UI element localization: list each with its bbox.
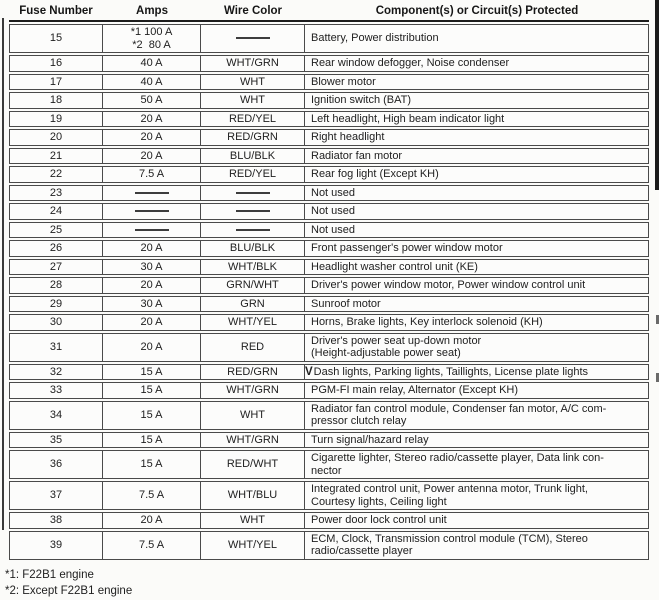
component-cell-line: Driver's power seat up-down motor xyxy=(311,334,482,347)
fuse-row xyxy=(9,55,649,72)
fuse-number-cell: 22 xyxy=(9,166,103,183)
component-cell: Rear fog light (Except KH) xyxy=(305,166,649,183)
header-row xyxy=(9,2,649,22)
fuse-row xyxy=(9,401,649,430)
amps-cell xyxy=(103,222,201,239)
wire-color-cell: WHT xyxy=(201,74,305,91)
fuse-number-cell: 18 xyxy=(9,92,103,109)
amps-cell: 20 A xyxy=(103,512,201,529)
footnotes xyxy=(5,567,659,599)
wire-color-cell: BLU/BLK xyxy=(201,240,305,257)
component-cell-line: nector xyxy=(311,464,342,477)
fuse-number-cell: 17 xyxy=(9,74,103,91)
fuse-number-cell: 21 xyxy=(9,148,103,165)
component-cell: Not used xyxy=(305,203,649,220)
fuse-row xyxy=(9,166,649,183)
component-cell-line: Courtesy lights, Ceiling light xyxy=(311,495,447,508)
component-cell xyxy=(305,481,649,510)
fuse-row xyxy=(9,240,649,257)
component-cell: Power door lock control unit xyxy=(305,512,649,529)
amps-cell: 20 A xyxy=(103,314,201,331)
wire-color-cell: WHT xyxy=(201,512,305,529)
fuse-number-cell: 30 xyxy=(9,314,103,331)
wire-color-cell xyxy=(201,222,305,239)
col-header-amps: Amps xyxy=(103,2,201,22)
fuse-number-cell: 35 xyxy=(9,432,103,449)
amps-cell: 20 A xyxy=(103,240,201,257)
amps-cell: 30 A xyxy=(103,296,201,313)
fuse-number-cell: 33 xyxy=(9,382,103,399)
component-cell: Blower motor xyxy=(305,74,649,91)
wire-color-cell: GRN xyxy=(201,296,305,313)
wire-color-cell: GRN/WHT xyxy=(201,277,305,294)
component-cell: Front passenger's power window motor xyxy=(305,240,649,257)
fuse-table-body xyxy=(9,24,649,560)
component-cell: Not used xyxy=(305,222,649,239)
fuse-number-cell: 31 xyxy=(9,333,103,362)
amps-cell: 40 A xyxy=(103,74,201,91)
fuse-row xyxy=(9,148,649,165)
fuse-row xyxy=(9,185,649,202)
fuse-number-cell: 20 xyxy=(9,129,103,146)
amps-cell: 30 A xyxy=(103,259,201,276)
wire-color-cell: BLU/BLK xyxy=(201,148,305,165)
amps-cell: 7.5 A xyxy=(103,481,201,510)
footnote-1: *1: F22B1 engine xyxy=(5,568,94,581)
component-cell xyxy=(305,531,649,560)
fuse-number-cell: 29 xyxy=(9,296,103,313)
wire-color-cell: RED/YEL xyxy=(201,111,305,128)
fuse-number-cell: 27 xyxy=(9,259,103,276)
fuse-number-cell: 39 xyxy=(9,531,103,560)
fuse-row xyxy=(9,296,649,313)
dash-line xyxy=(236,37,270,39)
fuse-number-cell: 34 xyxy=(9,401,103,430)
fuse-row xyxy=(9,259,649,276)
amps-cell xyxy=(103,24,201,53)
wire-color-cell: WHT/YEL xyxy=(201,314,305,331)
fuse-row xyxy=(9,432,649,449)
component-cell: Driver's power window motor, Power window control unit xyxy=(305,277,649,294)
component-cell: Radiator fan motor xyxy=(305,148,649,165)
wire-color-cell: WHT xyxy=(201,401,305,430)
component-cell: Turn signal/hazard relay xyxy=(305,432,649,449)
amps-cell: 20 A xyxy=(103,333,201,362)
wire-color-cell xyxy=(201,185,305,202)
fuse-row xyxy=(9,333,649,362)
component-cell: Rear window defogger, Noise condenser xyxy=(305,55,649,72)
dash-line xyxy=(135,210,169,212)
fuse-number-cell: 26 xyxy=(9,240,103,257)
component-cell: Headlight washer control unit (KE) xyxy=(305,259,649,276)
dash-line xyxy=(135,229,169,231)
fuse-row xyxy=(9,203,649,220)
fuse-number-cell: 16 xyxy=(9,55,103,72)
fuse-row xyxy=(9,277,649,294)
component-cell xyxy=(305,333,649,362)
fuse-number-cell: 37 xyxy=(9,481,103,510)
wire-color-cell: WHT/GRN xyxy=(201,432,305,449)
fuse-row xyxy=(9,24,649,53)
wire-color-cell: RED/GRN xyxy=(201,129,305,146)
amps-cell-line: *2 80 A xyxy=(132,38,171,51)
component-cell: Not used xyxy=(305,185,649,202)
fuse-number-cell: 24 xyxy=(9,203,103,220)
fuse-row xyxy=(9,481,649,510)
fuse-row xyxy=(9,382,649,399)
fuse-row xyxy=(9,531,649,560)
amps-cell: 15 A xyxy=(103,450,201,479)
dash-line xyxy=(236,192,270,194)
fuse-number-cell: 19 xyxy=(9,111,103,128)
dash-line xyxy=(135,192,169,194)
amps-cell: 20 A xyxy=(103,148,201,165)
wire-color-cell: WHT/GRN xyxy=(201,55,305,72)
component-cell-line: Radiator fan control module, Condenser fan motor, A/C com- xyxy=(311,402,607,415)
amps-cell: 20 A xyxy=(103,111,201,128)
component-cell-line: pressor clutch relay xyxy=(311,415,407,427)
fuse-number-cell: 38 xyxy=(9,512,103,529)
fuse-number-cell: 23 xyxy=(9,185,103,202)
amps-cell: 15 A xyxy=(103,382,201,399)
fuse-row xyxy=(9,450,649,479)
fuse-row xyxy=(9,74,649,91)
amps-cell: 50 A xyxy=(103,92,201,109)
wire-color-cell xyxy=(201,24,305,53)
component-cell-line: (Height-adjustable power seat) xyxy=(311,347,461,359)
component-cell: Horns, Brake lights, Key interlock solenoid (KH) xyxy=(305,314,649,331)
component-cell: Right headlight xyxy=(305,129,649,146)
wire-color-cell: WHT/GRN xyxy=(201,382,305,399)
table-outer-left-border xyxy=(2,18,4,530)
component-cell-line: Integrated control unit, Power antenna motor, Trunk light, xyxy=(311,483,588,495)
component-cell-line: Cigarette lighter, Stereo radio/cassette player, Data link con- xyxy=(311,452,604,464)
wire-color-cell xyxy=(201,203,305,220)
component-cell: VDash lights, Parking lights, Taillights, License plate lights xyxy=(305,364,649,381)
amps-cell: 15 A xyxy=(103,432,201,449)
amps-cell: 20 A xyxy=(103,277,201,294)
amps-cell: 7.5 A xyxy=(103,166,201,183)
amps-cell-line: *1 100 A xyxy=(130,26,173,38)
dash-line xyxy=(236,210,270,212)
amps-cell xyxy=(103,203,201,220)
amps-cell: 15 A xyxy=(103,401,201,430)
fuse-row xyxy=(9,364,649,381)
fuse-number-cell: 15 xyxy=(9,24,103,53)
fuse-row xyxy=(9,111,649,128)
col-header-component: Component(s) or Circuit(s) Protected xyxy=(305,2,649,22)
component-cell: Left headlight, High beam indicator light xyxy=(305,111,649,128)
fuse-number-cell: 28 xyxy=(9,277,103,294)
wire-color-cell: RED/GRN xyxy=(201,364,305,381)
fuse-row xyxy=(9,512,649,529)
fuse-number-cell: 32 xyxy=(9,364,103,381)
col-header-fuse-number: Fuse Number xyxy=(9,2,103,22)
wire-color-cell: WHT xyxy=(201,92,305,109)
component-cell: PGM-FI main relay, Alternator (Except KH) xyxy=(305,382,649,399)
component-cell-line: radio/cassette player xyxy=(311,545,413,557)
fuse-row xyxy=(9,222,649,239)
fuse-number-cell: 36 xyxy=(9,450,103,479)
component-cell xyxy=(305,450,649,479)
wire-color-cell: WHT/YEL xyxy=(201,531,305,560)
amps-cell: 15 A xyxy=(103,364,201,381)
fuse-number-cell: 25 xyxy=(9,222,103,239)
fuse-row xyxy=(9,129,649,146)
footnote-2: *2: Except F22B1 engine xyxy=(5,584,133,597)
component-cell xyxy=(305,401,649,430)
scan-edge-artifact xyxy=(655,0,659,190)
checkmark-annotation: V xyxy=(305,365,313,378)
fuse-row xyxy=(9,314,649,331)
wire-color-cell: WHT/BLU xyxy=(201,481,305,510)
wire-color-cell: RED/WHT xyxy=(201,450,305,479)
amps-cell: 40 A xyxy=(103,55,201,72)
dash-line xyxy=(236,229,270,231)
component-cell-line: ECM, Clock, Transmission control module (TCM), Stereo xyxy=(311,532,588,545)
component-cell: Battery, Power distribution xyxy=(305,24,649,53)
amps-cell xyxy=(103,185,201,202)
amps-cell: 20 A xyxy=(103,129,201,146)
component-cell: Sunroof motor xyxy=(305,296,649,313)
amps-cell: 7.5 A xyxy=(103,531,201,560)
component-cell: Ignition switch (BAT) xyxy=(305,92,649,109)
fuse-table xyxy=(9,0,649,562)
wire-color-cell: WHT/BLK xyxy=(201,259,305,276)
wire-color-cell: RED/YEL xyxy=(201,166,305,183)
col-header-wire-color: Wire Color xyxy=(201,2,305,22)
wire-color-cell: RED xyxy=(201,333,305,362)
fuse-row xyxy=(9,92,649,109)
